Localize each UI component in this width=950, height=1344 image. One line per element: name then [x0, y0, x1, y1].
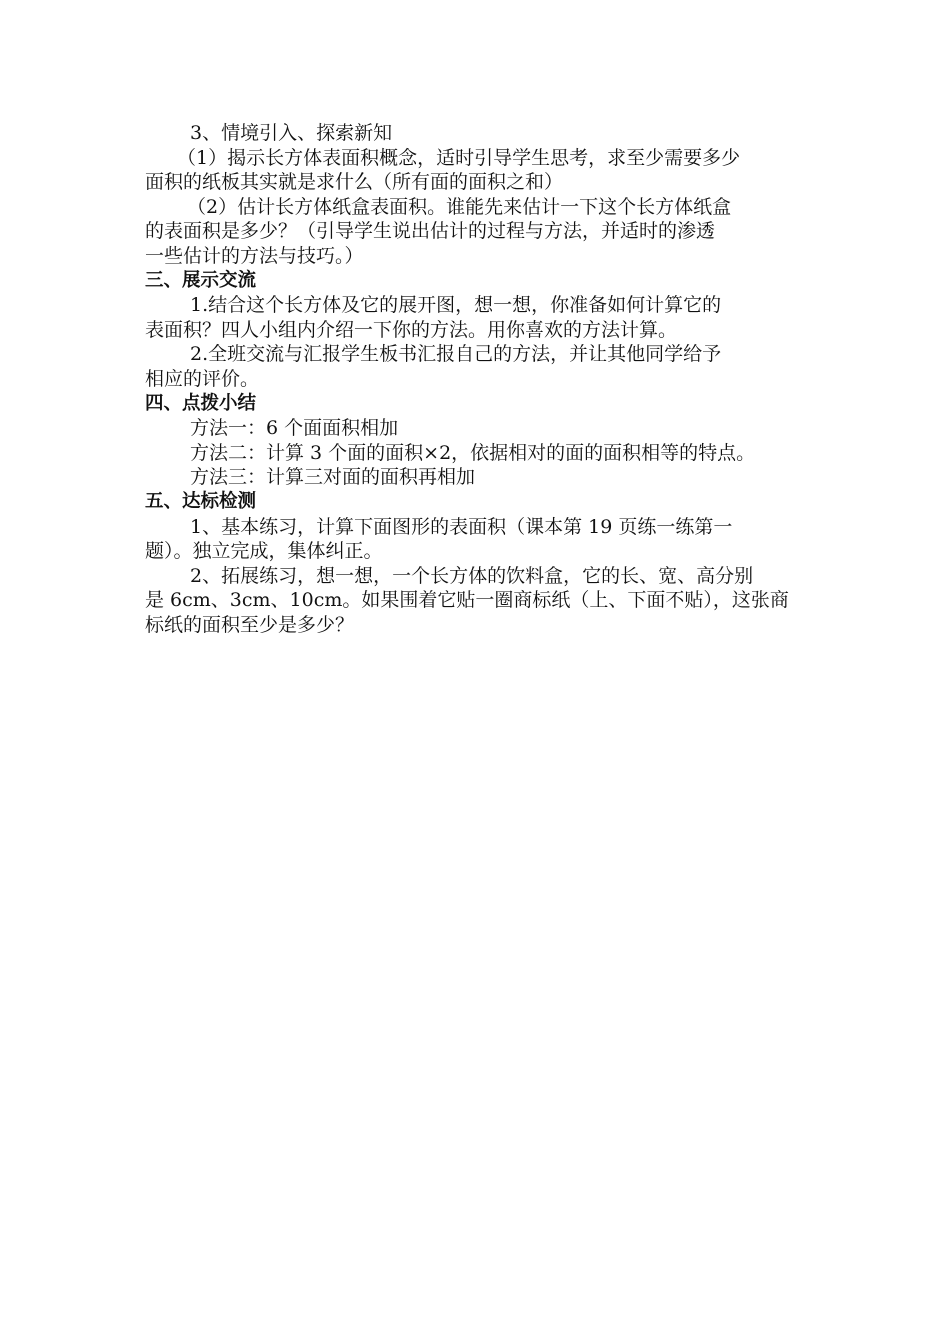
section-3-title: 3、情境引入、探索新知 — [190, 122, 393, 144]
paragraph-2-line-2: 的表面积是多少？（引导学生说出估计的过程与方法，并适时的渗透 — [145, 220, 716, 243]
paragraph-1-line-1: （1）揭示长方体表面积概念，适时引导学生思考，求至少需要多少 — [177, 146, 741, 169]
heading-3-item-2-line-1: 2.全班交流与汇报学生板书汇报自己的方法，并让其他同学给予 — [190, 343, 722, 366]
heading-3-item-2-line-2: 相应的评价。 — [145, 367, 260, 390]
heading-3-item-1-line-1: 1.结合这个长方体及它的展开图，想一想，你准备如何计算它的 — [190, 294, 722, 317]
paragraph-2-line-1: （2）估计长方体纸盒表面积。谁能先来估计一下这个长方体纸盒 — [187, 195, 732, 218]
heading-4: 四、点拨小结 — [145, 392, 257, 414]
heading-5: 五、达标检测 — [145, 490, 257, 512]
heading-5-item-1-line-1: 1、基本练习，计算下面图形的表面积（课本第 19 页练一练第一 — [190, 515, 733, 538]
heading-5-item-2-line-3: 标纸的面积至少是多少？ — [145, 613, 355, 636]
heading-5-item-1-line-2: 题）。独立完成，集体纠正。 — [145, 540, 383, 563]
heading-5-item-2-line-1: 2、拓展练习，想一想，一个长方体的饮料盒，它的长、宽、高分别 — [190, 564, 754, 587]
method-2: 方法二：计算 3 个面的面积×2，依据相对的面的面积相等的特点。 — [190, 441, 756, 464]
paragraph-1-line-2: 面积的纸板其实就是求什么（所有面的面积之和） — [145, 171, 564, 194]
method-1: 方法一：6 个面面积相加 — [190, 417, 399, 440]
method-3: 方法三：计算三对面的面积再相加 — [190, 466, 476, 489]
document-body — [145, 121, 817, 637]
paragraph-2-line-3: 一些估计的方法与技巧。） — [145, 244, 364, 267]
heading-3: 三、展示交流 — [145, 269, 257, 291]
heading-3-item-1-line-2: 表面积？四人小组内介绍一下你的方法。用你喜欢的方法计算。 — [145, 318, 678, 341]
heading-5-item-2-line-2: 是 6cm、3cm、10cm。如果围着它贴一圈商标纸（上、下面不贴），这张商 — [145, 589, 789, 612]
